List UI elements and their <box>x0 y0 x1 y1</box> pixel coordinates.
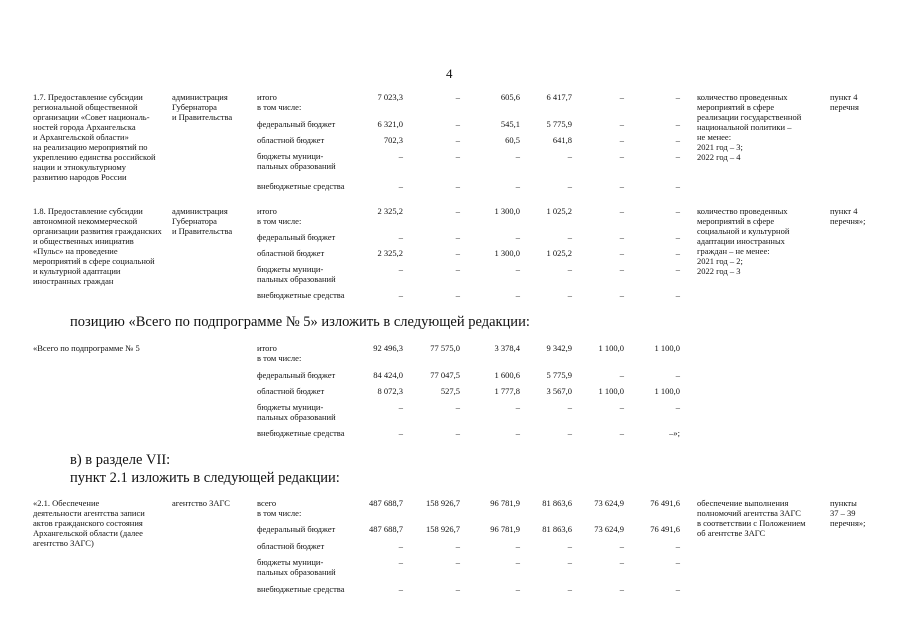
funding-value: – <box>567 290 572 300</box>
page-number: 4 <box>446 66 453 81</box>
funding-source-label: бюджеты муници- пальных образований <box>257 151 336 171</box>
funding-value: – <box>619 290 624 300</box>
funding-value: – <box>455 181 460 191</box>
funding-value: – <box>398 428 403 438</box>
funding-value: – <box>455 92 460 102</box>
funding-value: 8 072,3 <box>377 386 403 396</box>
funding-value: – <box>675 232 680 242</box>
funding-value: 1 025,2 <box>546 206 572 216</box>
funding-value: 81 863,6 <box>542 524 572 534</box>
funding-value: – <box>515 402 520 412</box>
funding-value: – <box>398 151 403 161</box>
funding-value: – <box>455 541 460 551</box>
funding-value: – <box>455 428 460 438</box>
funding-value: 6 417,7 <box>546 92 572 102</box>
funding-value: 5 775,9 <box>546 119 572 129</box>
funding-value: – <box>455 402 460 412</box>
funding-value: – <box>398 181 403 191</box>
funding-value: – <box>619 92 624 102</box>
funding-source-label: областной бюджет <box>257 248 325 258</box>
funding-value: 76 491,6 <box>650 524 680 534</box>
funding-value: – <box>675 119 680 129</box>
funding-value: 1 025,2 <box>546 248 572 258</box>
reference: пункт 4 перечня <box>830 92 859 112</box>
funding-value: – <box>675 264 680 274</box>
funding-source-label: областной бюджет <box>257 135 325 145</box>
funding-value: 3 567,0 <box>546 386 572 396</box>
funding-value: – <box>675 151 680 161</box>
funding-value: 158 926,7 <box>426 524 460 534</box>
measure-name: 1.7. Предоставление субсидии региональной общественной организации «Совет националь- ностей города Архангельска и Архангельской области» на реализацию мероприятий по укреплению единства российской нации и этнокультурному развитию народов России <box>33 92 156 182</box>
funding-value: 1 100,0 <box>654 343 680 353</box>
funding-value: – <box>398 290 403 300</box>
measure-name: «2.1. Обеспечение деятельности агентства записи актов гражданского состояния Архангельской области (далее агентство ЗАГС) <box>33 498 145 548</box>
funding-source-label: бюджеты муници- пальных образований <box>257 402 336 422</box>
funding-value: – <box>619 428 624 438</box>
funding-value: – <box>398 264 403 274</box>
funding-source-label: федеральный бюджет <box>257 370 336 380</box>
funding-source-label: бюджеты муници- пальных образований <box>257 264 336 284</box>
funding-value: – <box>619 541 624 551</box>
section-heading: в) в разделе VII: <box>70 452 171 468</box>
funding-source-label: областной бюджет <box>257 386 325 396</box>
funding-value: – <box>455 135 460 145</box>
funding-value: – <box>619 557 624 567</box>
funding-value: – <box>515 584 520 594</box>
funding-value: 60,5 <box>505 135 520 145</box>
executor: администрация Губернатора и Правительства <box>172 92 233 122</box>
funding-value: 1 300,0 <box>494 248 520 258</box>
funding-value: 2 325,2 <box>377 206 403 216</box>
funding-source-label: внебюджетные средства <box>257 584 345 594</box>
funding-value: – <box>567 264 572 274</box>
funding-source-label: федеральный бюджет <box>257 119 336 129</box>
funding-value: – <box>567 584 572 594</box>
funding-value: 77 047,5 <box>430 370 460 380</box>
funding-value: 73 624,9 <box>594 524 624 534</box>
funding-source-label: внебюджетные средства <box>257 181 345 191</box>
funding-value: – <box>398 584 403 594</box>
funding-value: – <box>619 151 624 161</box>
funding-source-label: федеральный бюджет <box>257 524 336 534</box>
funding-value: 2 325,2 <box>377 248 403 258</box>
instruction-heading: пункт 2.1 изложить в следующей редакции: <box>70 470 340 486</box>
funding-value: 9 342,9 <box>546 343 572 353</box>
funding-value: – <box>675 135 680 145</box>
funding-value: – <box>567 181 572 191</box>
funding-value: – <box>455 119 460 129</box>
funding-value: – <box>515 264 520 274</box>
funding-value: 487 688,7 <box>369 498 403 508</box>
funding-value: – <box>619 402 624 412</box>
funding-value: – <box>455 151 460 161</box>
funding-value: – <box>619 181 624 191</box>
funding-value: – <box>675 181 680 191</box>
funding-value: – <box>398 402 403 412</box>
funding-source-label: итого в том числе: <box>257 343 302 363</box>
funding-value: – <box>515 151 520 161</box>
executor: администрация Губернатора и Правительства <box>172 206 233 236</box>
funding-value: – <box>515 557 520 567</box>
funding-value: – <box>619 135 624 145</box>
funding-value: – <box>619 232 624 242</box>
funding-value: – <box>675 370 680 380</box>
funding-value: 5 775,9 <box>546 370 572 380</box>
funding-value: 487 688,7 <box>369 524 403 534</box>
funding-value: 1 100,0 <box>598 343 624 353</box>
funding-value: 158 926,7 <box>426 498 460 508</box>
funding-value: – <box>675 557 680 567</box>
funding-value: 1 100,0 <box>654 386 680 396</box>
funding-value: – <box>567 541 572 551</box>
funding-value: – <box>619 119 624 129</box>
funding-value: 81 863,6 <box>542 498 572 508</box>
funding-value: –»; <box>669 428 680 438</box>
funding-source-label: федеральный бюджет <box>257 232 336 242</box>
measure-name: «Всего по подпрограмме № 5 <box>33 343 140 353</box>
funding-value: – <box>567 428 572 438</box>
funding-value: – <box>398 557 403 567</box>
funding-value: – <box>675 92 680 102</box>
funding-value: – <box>455 264 460 274</box>
funding-value: – <box>619 584 624 594</box>
funding-value: 1 300,0 <box>494 206 520 216</box>
funding-value: – <box>567 232 572 242</box>
funding-value: – <box>675 541 680 551</box>
executor: агентство ЗАГС <box>172 498 230 508</box>
funding-value: 605,6 <box>500 92 520 102</box>
funding-value: – <box>515 541 520 551</box>
funding-value: – <box>455 584 460 594</box>
funding-value: 84 424,0 <box>373 370 403 380</box>
funding-value: 92 496,3 <box>373 343 403 353</box>
funding-value: – <box>567 402 572 412</box>
funding-value: 1 777,8 <box>494 386 520 396</box>
funding-source-label: всего в том числе: <box>257 498 302 518</box>
funding-value: – <box>675 584 680 594</box>
reference: пункт 4 перечня»; <box>830 206 866 226</box>
funding-value: 73 624,9 <box>594 498 624 508</box>
result-indicator: количество проведенных мероприятий в сфере социальной и культурной адаптации иностранных граждан – не менее: 2021 год – 2; 2022 год – 3 <box>697 206 790 276</box>
funding-value: – <box>398 541 403 551</box>
funding-source-label: бюджеты муници- пальных образований <box>257 557 336 577</box>
funding-value: – <box>455 557 460 567</box>
funding-source-label: внебюджетные средства <box>257 428 345 438</box>
funding-value: – <box>398 232 403 242</box>
funding-value: 702,3 <box>383 135 403 145</box>
funding-value: – <box>619 248 624 258</box>
funding-value: 641,8 <box>552 135 572 145</box>
funding-value: 527,5 <box>440 386 460 396</box>
funding-value: – <box>567 557 572 567</box>
instruction-heading: позицию «Всего по подпрограмме № 5» изложить в следующей редакции: <box>70 314 530 330</box>
funding-value: – <box>455 232 460 242</box>
funding-value: – <box>515 428 520 438</box>
funding-value: 1 100,0 <box>598 386 624 396</box>
funding-value: – <box>675 206 680 216</box>
funding-value: – <box>515 232 520 242</box>
funding-value: – <box>619 370 624 380</box>
funding-value: – <box>619 264 624 274</box>
result-indicator: обеспечение выполнения полномочий агентства ЗАГС в соответствии с Положением об агентстве ЗАГС <box>697 498 806 538</box>
funding-source-label: внебюджетные средства <box>257 290 345 300</box>
funding-value: 96 781,9 <box>490 498 520 508</box>
funding-value: – <box>515 290 520 300</box>
measure-name: 1.8. Предоставление субсидии автономной некоммерческой организации развития гражданских и общественных инициатив «Пульс» на проведение мероприятий в сфере социальной и культурной адаптации иностранных граждан <box>33 206 162 286</box>
funding-value: 96 781,9 <box>490 524 520 534</box>
funding-value: 77 575,0 <box>430 343 460 353</box>
funding-value: – <box>675 248 680 258</box>
funding-value: 6 321,0 <box>377 119 403 129</box>
funding-value: 3 378,4 <box>494 343 520 353</box>
funding-value: – <box>675 402 680 412</box>
funding-source-label: итого в том числе: <box>257 92 302 112</box>
funding-value: – <box>455 248 460 258</box>
funding-source-label: областной бюджет <box>257 541 325 551</box>
funding-value: – <box>515 181 520 191</box>
funding-source-label: итого в том числе: <box>257 206 302 226</box>
funding-value: – <box>455 206 460 216</box>
funding-value: 76 491,6 <box>650 498 680 508</box>
reference: пункты 37 – 39 перечня»; <box>830 498 866 528</box>
funding-value: 545,1 <box>500 119 520 129</box>
funding-value: – <box>619 206 624 216</box>
funding-value: – <box>455 290 460 300</box>
funding-value: – <box>567 151 572 161</box>
funding-value: 7 023,3 <box>377 92 403 102</box>
funding-value: 1 600,6 <box>494 370 520 380</box>
funding-value: – <box>675 290 680 300</box>
result-indicator: количество проведенных мероприятий в сфере реализации государственной национальной политики – не менее: 2021 год – 3; 2022 год – 4 <box>697 92 802 162</box>
